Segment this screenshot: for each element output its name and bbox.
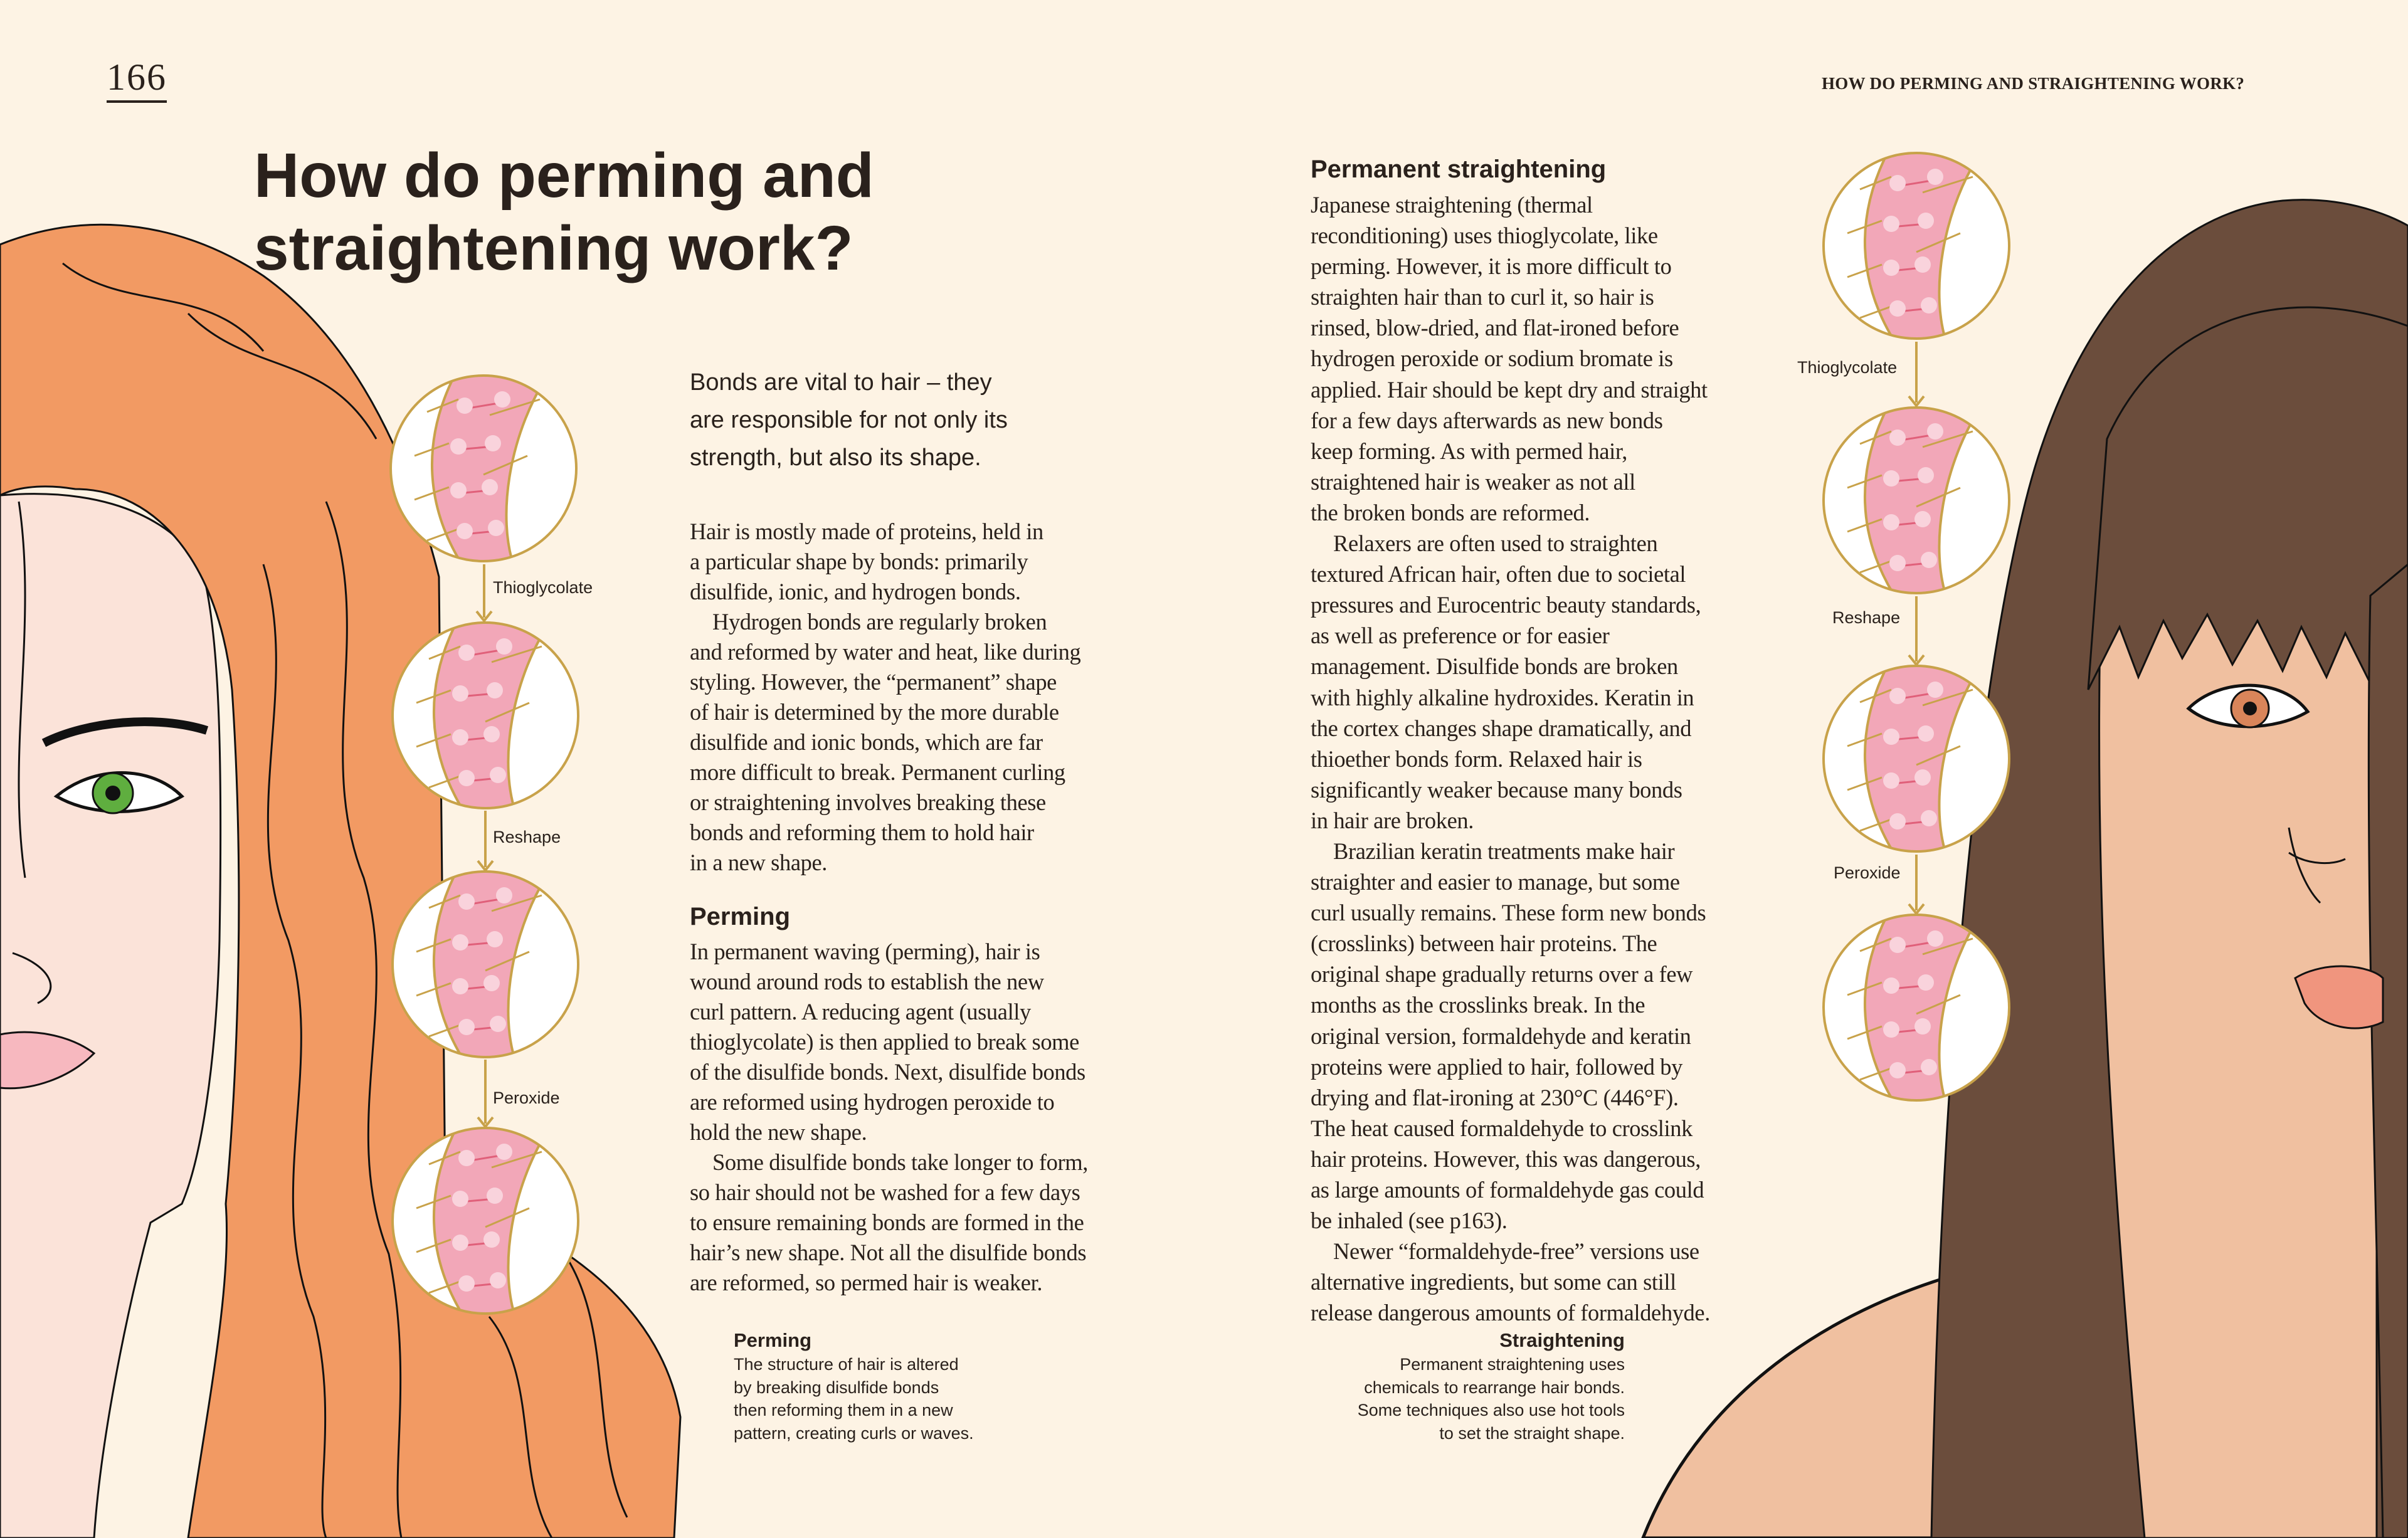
body-line: months as the crosslinks break. In the bbox=[1311, 992, 1645, 1018]
body-line: of the disulfide bonds. Next, disulfide bonds bbox=[690, 1059, 1085, 1085]
caption-line: chemicals to rearrange hair bonds. bbox=[1364, 1377, 1625, 1397]
body-line: are reformed using hydrogen peroxide to bbox=[690, 1089, 1055, 1115]
body-line: reconditioning) uses thioglycolate, like bbox=[1311, 223, 1658, 249]
caption-title: Straightening bbox=[1499, 1329, 1625, 1351]
caption-line: then reforming them in a new bbox=[734, 1401, 953, 1419]
page-title bbox=[254, 139, 874, 285]
body-line: styling. However, the “permanent” shape bbox=[690, 669, 1057, 695]
body-line: Relaxers are often used to straighten bbox=[1333, 530, 1658, 557]
body-line: for a few days afterwards as new bonds bbox=[1311, 407, 1663, 433]
diagram-label-thioglycolate: Thioglycolate bbox=[490, 578, 595, 598]
body-line: The heat caused formaldehyde to crosslink bbox=[1311, 1115, 1692, 1141]
body-line: thioether bonds form. Relaxed hair is bbox=[1311, 745, 1642, 772]
body-line: are reformed, so permed hair is weaker. bbox=[690, 1270, 1043, 1295]
body-line: Japanese straightening (thermal bbox=[1311, 192, 1593, 218]
body-line: hair’s new shape. Not all the disulfide bonds bbox=[690, 1240, 1087, 1265]
body-line: Hydrogen bonds are regularly broken bbox=[712, 609, 1047, 635]
body-line: as well as preference or for easier bbox=[1311, 623, 1610, 649]
body-line: proteins were applied to hair, followed by bbox=[1311, 1053, 1682, 1080]
body-line: (crosslinks) between hair proteins. The bbox=[1311, 930, 1657, 957]
body-line: straighter and easier to manage, but some bbox=[1311, 869, 1680, 895]
bond-circle bbox=[1824, 145, 2009, 346]
body-line: be inhaled (see p163). bbox=[1311, 1208, 1508, 1234]
body-line: a particular shape by bonds: primarily bbox=[690, 549, 1028, 574]
caption-straightening bbox=[1358, 1328, 1625, 1445]
straight-hair-figure bbox=[1643, 200, 2408, 1538]
title-line: How do perming and bbox=[254, 140, 874, 211]
body-line: straighten hair than to curl it, so hair is bbox=[1311, 284, 1654, 310]
intro-line: strength, but also its shape. bbox=[690, 445, 981, 471]
page-number: 166 bbox=[107, 55, 167, 103]
body-line: hair proteins. However, this was dangerous, bbox=[1311, 1146, 1701, 1172]
body-line: Some disulfide bonds take longer to form, bbox=[712, 1149, 1088, 1175]
body-line: pressures and Eurocentric beauty standards, bbox=[1311, 592, 1701, 618]
body-line: more difficult to break. Permanent curling bbox=[690, 759, 1065, 785]
body-line: hydrogen peroxide or sodium bromate is bbox=[1311, 345, 1673, 372]
body-line: alternative ingredients, but some can still bbox=[1311, 1269, 1676, 1295]
body-line: or straightening involves breaking these bbox=[690, 789, 1046, 815]
face-skin bbox=[0, 494, 221, 1538]
body-line: Newer “formaldehyde-free” versions use bbox=[1333, 1238, 1699, 1265]
title-line: straightening work? bbox=[254, 213, 853, 283]
intro-text bbox=[690, 364, 1008, 477]
body-line: disulfide, ionic, and hydrogen bonds. bbox=[690, 579, 1021, 604]
caption-line: pattern, creating curls or waves. bbox=[734, 1423, 974, 1443]
diagram-label-peroxide: Peroxide bbox=[1831, 863, 1903, 883]
diagram-label-reshape: Reshape bbox=[1830, 608, 1903, 628]
bond-circle bbox=[1824, 400, 2009, 601]
body-line: original version, formaldehyde and keratin bbox=[1311, 1023, 1691, 1049]
caption-perming bbox=[734, 1328, 974, 1445]
body-text-perming bbox=[690, 937, 1088, 1298]
body-line: management. Disulfide bonds are broken bbox=[1311, 653, 1678, 680]
body-line: as large amounts of formaldehyde gas could bbox=[1311, 1177, 1704, 1203]
body-line: original shape gradually returns over a few bbox=[1311, 961, 1693, 988]
body-line: with highly alkaline hydroxides. Keratin in bbox=[1311, 684, 1694, 710]
intro-line: Bonds are vital to hair – they bbox=[690, 369, 992, 396]
caption-line: Some techniques also use hot tools bbox=[1357, 1401, 1625, 1419]
caption-line: The structure of hair is altered bbox=[734, 1355, 959, 1374]
body-line: release dangerous amounts of formaldehyde. bbox=[1311, 1300, 1710, 1326]
body-line: the cortex changes shape dramatically, and bbox=[1311, 715, 1692, 741]
body-line: In permanent waving (perming), hair is bbox=[690, 939, 1040, 964]
body-line: straightened hair is weaker as not all bbox=[1311, 468, 1635, 495]
caption-line: by breaking disulfide bonds bbox=[734, 1377, 939, 1397]
running-head: HOW DO PERMING AND STRAIGHTENING WORK? bbox=[1822, 74, 2245, 93]
section-heading-straightening: Permanent straightening bbox=[1311, 155, 1607, 183]
diagram-label-peroxide: Peroxide bbox=[490, 1088, 562, 1108]
section-heading-perming: Perming bbox=[690, 903, 791, 930]
body-line: wound around rods to establish the new bbox=[690, 969, 1044, 994]
diagram-label-thioglycolate: Thioglycolate bbox=[1795, 358, 1899, 377]
body-line: drying and flat-ironing at 230°C (446°F). bbox=[1311, 1084, 1679, 1110]
body-text-left bbox=[690, 517, 1080, 878]
body-line: of hair is determined by the more durable bbox=[690, 699, 1059, 725]
caption-line: Permanent straightening uses bbox=[1400, 1355, 1625, 1374]
body-line: applied. Hair should be kept dry and straight bbox=[1311, 376, 1708, 403]
body-line: so hair should not be washed for a few days bbox=[690, 1179, 1080, 1205]
intro-line: are responsible for not only its bbox=[690, 407, 1008, 433]
caption-title: Perming bbox=[734, 1329, 812, 1351]
body-line: disulfide and ionic bonds, which are far bbox=[690, 729, 1043, 755]
body-line: perming. However, it is more difficult to bbox=[1311, 253, 1672, 280]
body-line: curl usually remains. These form new bonds bbox=[1311, 900, 1706, 926]
body-line: keep forming. As with permed hair, bbox=[1311, 438, 1627, 464]
body-line: hold the new shape. bbox=[690, 1119, 867, 1145]
body-line: significantly weaker because many bonds bbox=[1311, 776, 1682, 803]
body-line: curl pattern. A reducing agent (usually bbox=[690, 999, 1031, 1024]
curly-hair-figure bbox=[0, 224, 680, 1538]
body-line: in hair are broken. bbox=[1311, 807, 1474, 833]
body-line: textured African hair, often due to societal bbox=[1311, 561, 1686, 587]
body-line: and reformed by water and heat, like during bbox=[690, 639, 1081, 665]
body-line: Hair is mostly made of proteins, held in bbox=[690, 519, 1043, 544]
body-line: Brazilian keratin treatments make hair bbox=[1333, 838, 1675, 864]
body-line: bonds and reforming them to hold hair bbox=[690, 819, 1034, 845]
body-line: in a new shape. bbox=[690, 850, 828, 875]
body-line: the broken bonds are reformed. bbox=[1311, 499, 1590, 525]
body-line: to ensure remaining bonds are formed in the bbox=[690, 1209, 1084, 1235]
caption-line: to set the straight shape. bbox=[1439, 1423, 1625, 1443]
body-text-straightening bbox=[1311, 189, 1710, 1328]
diagram-label-reshape: Reshape bbox=[490, 828, 563, 847]
face-skin-right bbox=[2099, 596, 2377, 1538]
body-line: thioglycolate) is then applied to break some bbox=[690, 1029, 1079, 1055]
body-line: rinsed, blow-dried, and flat-ironed before bbox=[1311, 315, 1679, 341]
